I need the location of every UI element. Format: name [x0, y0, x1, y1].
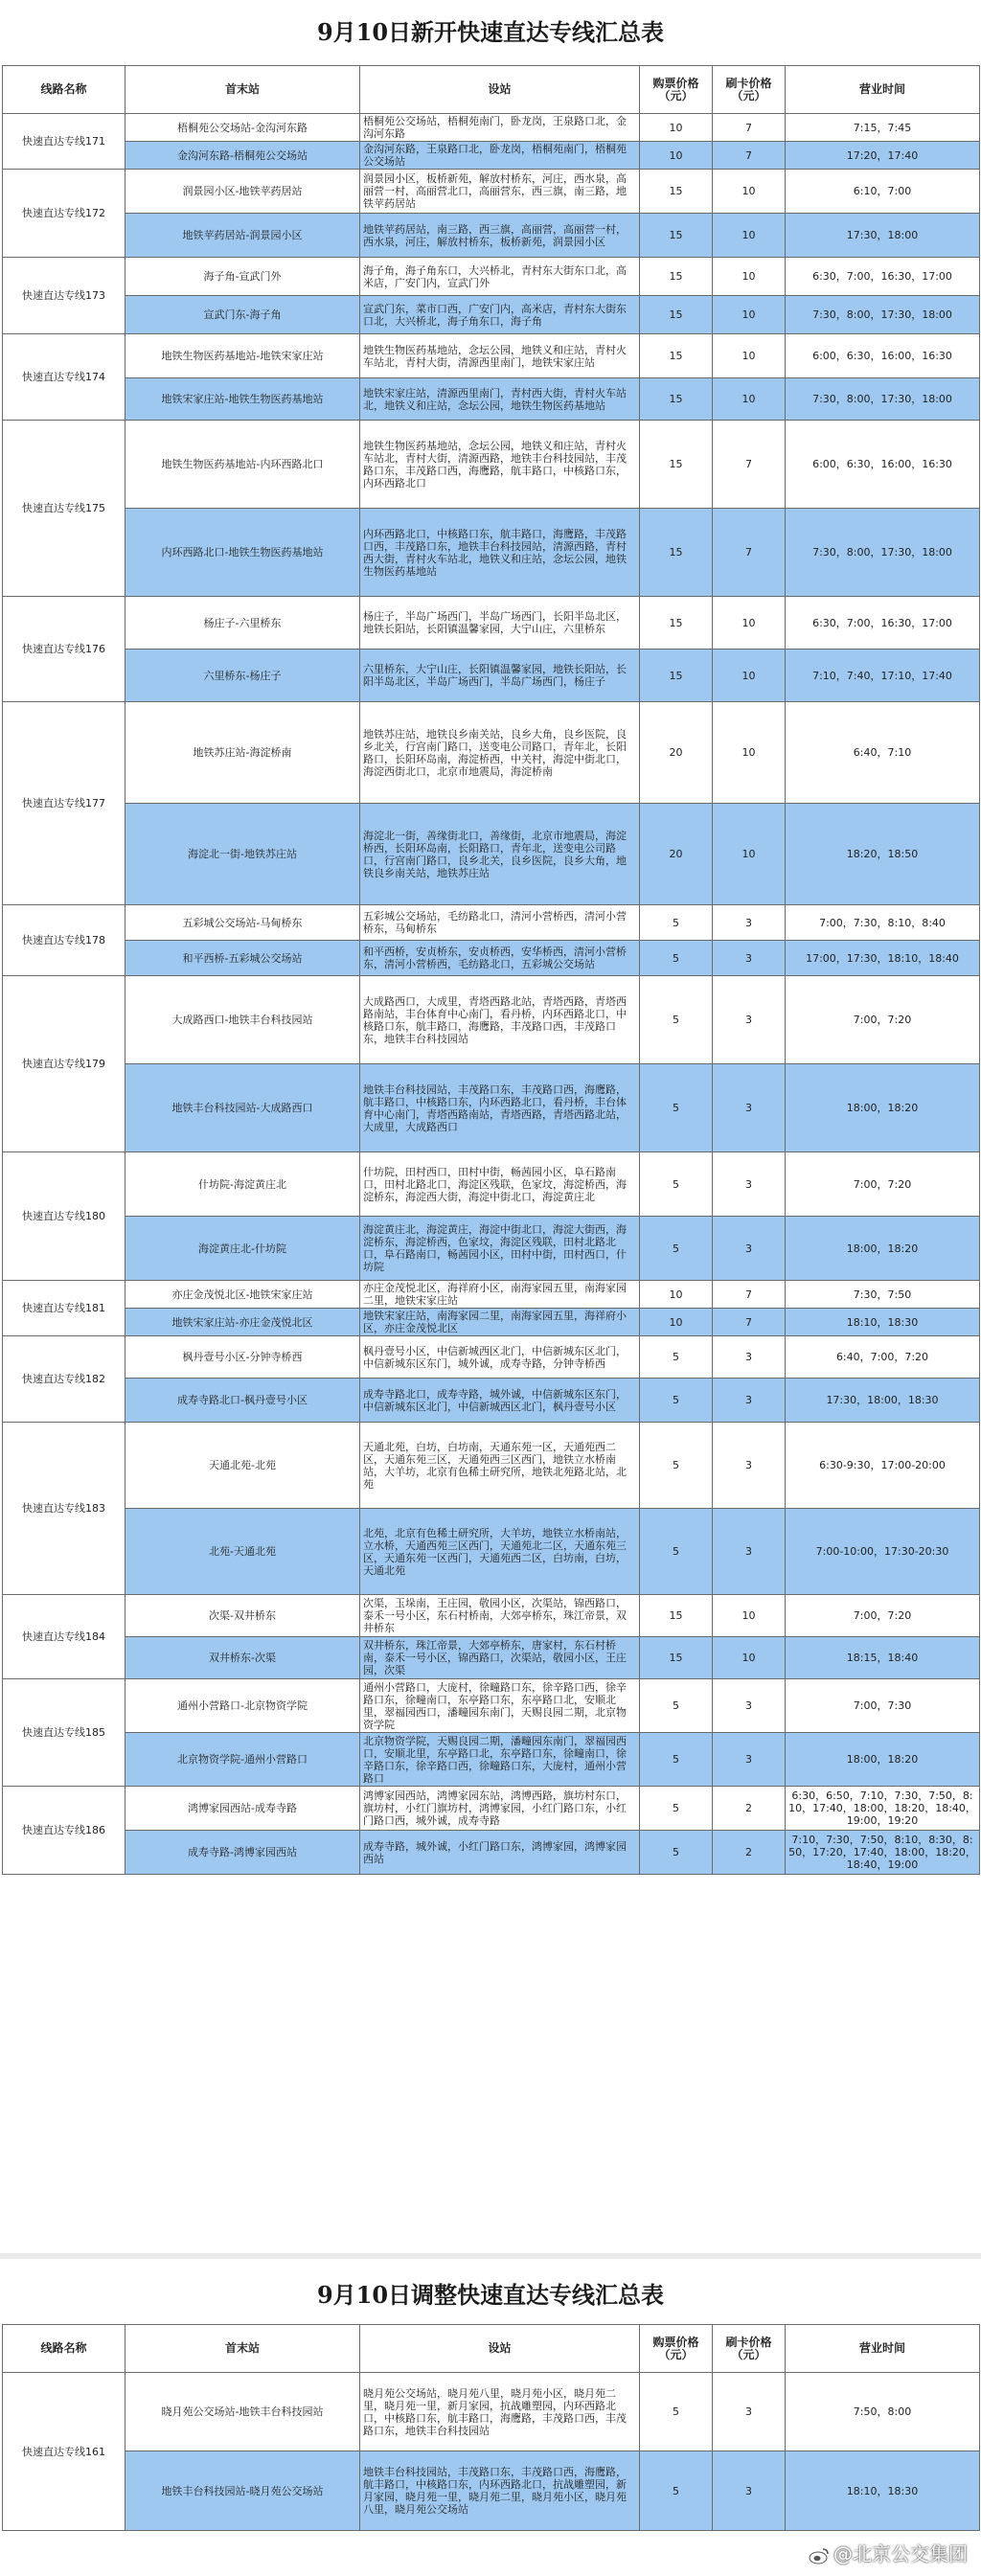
- hours-cell: 7:00，7:20: [786, 1595, 980, 1637]
- card-price-cell: 7: [713, 509, 786, 597]
- card-price-cell: 10: [713, 1595, 786, 1637]
- table-row: [3, 1509, 980, 1595]
- ticket-price-cell: 10: [640, 142, 713, 170]
- hours-cell: 6:40，7:10: [786, 702, 980, 804]
- table-row: [3, 1679, 980, 1733]
- terminals-cell: 和平西桥-五彩城公交场站: [125, 941, 360, 976]
- hours-cell: 7:00，7:20: [786, 1152, 980, 1217]
- stops-cell: 海子角，海子角东口，大兴桥北，青村东大街东口北，高米店，广安门内，宣武门外: [360, 258, 640, 296]
- card-price-cell: 10: [713, 378, 786, 421]
- line-name-cell: 快速直达专线175: [3, 421, 125, 597]
- terminals-cell: 海淀黄庄北-什坊院: [125, 1217, 360, 1281]
- table-row: [3, 1309, 980, 1336]
- stops-cell: 枫丹壹号小区，中信新城西区北门，中信新城东区北门，中信新城东区东门，城外诚，成寿寺路，分钟寺桥西: [360, 1336, 640, 1379]
- header-line: 线路名称: [3, 66, 125, 114]
- line-name-cell: 快速直达专线174: [3, 334, 125, 421]
- card-price-cell: 3: [713, 2373, 786, 2451]
- stops-cell: 晓月苑公交场站，晓月苑八里，晓月苑小区，晓月苑二里，晓月苑一里，新月家园，抗战雕塑园，内环西路北口，中核路口东，航丰路口，海鹰路，丰茂路口西，丰茂路口东，地铁丰台科技园站: [360, 2373, 640, 2451]
- ticket-price-cell: 5: [640, 905, 713, 941]
- ticket-price-cell: 5: [640, 1787, 713, 1831]
- ticket-price-cell: 15: [640, 334, 713, 378]
- card-price-cell: 10: [713, 258, 786, 296]
- hours-cell: 18:10，18:30: [786, 2451, 980, 2531]
- table-row: [3, 1831, 980, 1875]
- hours-cell: 18:10，18:30: [786, 1309, 980, 1336]
- terminals-cell: 梧桐苑公交场站-金沟河东路: [125, 114, 360, 142]
- card-price-cell: 10: [713, 214, 786, 258]
- card-price-cell: 3: [713, 1217, 786, 1281]
- line-name-cell: 快速直达专线183: [3, 1423, 125, 1595]
- line-name-cell: 快速直达专线181: [3, 1281, 125, 1336]
- ticket-price-cell: 5: [640, 1217, 713, 1281]
- terminals-cell: 地铁丰台科技园站-大成路西口: [125, 1064, 360, 1152]
- table-row: [3, 2451, 980, 2531]
- table-row: [3, 941, 980, 976]
- card-price-cell: 3: [713, 1509, 786, 1595]
- table-row: [3, 1787, 980, 1831]
- table-row: [3, 1379, 980, 1423]
- terminals-cell: 北苑-天通北苑: [125, 1509, 360, 1595]
- table-row: [3, 378, 980, 421]
- ticket-price-cell: 15: [640, 296, 713, 334]
- terminals-cell: 什坊院-海淀黄庄北: [125, 1152, 360, 1217]
- stops-cell: 北苑，北京有色稀土研究所，大羊坊，地铁立水桥南站，立水桥，天通西苑三区西门，天通苑北二区，天通东苑三区，天通东苑一区西门，天通苑西二区，白坊南，白坊，天通北苑: [360, 1509, 640, 1595]
- line-name-cell: 快速直达专线178: [3, 905, 125, 976]
- line-name-cell: 快速直达专线179: [3, 976, 125, 1152]
- watermark: [809, 2539, 968, 2566]
- header-card-price: 刷卡价格（元）: [713, 66, 786, 114]
- card-price-cell: 3: [713, 1336, 786, 1379]
- table-row: [3, 421, 980, 509]
- table-row: [3, 509, 980, 597]
- hours-cell: 7:10，7:30，7:50，8:10，8:30，8:50，17:20，17:40，18:00，18:20，18:40，19:00: [786, 1831, 980, 1875]
- title-adjusted-lines: 9月10日调整快速直达专线汇总表: [316, 2281, 665, 2309]
- stops-cell: 地铁丰台科技园站，丰茂路口东，丰茂路口西，海鹰路，航丰路口，中核路口东，内环西路北口，看丹桥，丰台体育中心南门，青塔西路南站，青塔西路，青塔西路北站，大成里，大成路西口: [360, 1064, 640, 1152]
- table-row: [3, 1637, 980, 1679]
- watermark-text: @北京公交集团: [833, 2542, 968, 2565]
- header-stops: 设站: [360, 66, 640, 114]
- ticket-price-cell: 5: [640, 1509, 713, 1595]
- stops-cell: 大成路西口，大成里，青塔西路北站，青塔西路，青塔西路南站，丰台体育中心南门，看丹桥，内环西路北口，中核路口东，航丰路口，海鹰路，丰茂路口西，丰茂路口东，地铁丰台科技园站: [360, 976, 640, 1064]
- hours-cell: 18:20，18:50: [786, 804, 980, 905]
- stops-cell: 梧桐苑公交场站，梧桐苑南门，卧龙岗，王泉路口北，金沟河东路: [360, 114, 640, 142]
- card-price-cell: 3: [713, 1379, 786, 1423]
- card-price-cell: 7: [713, 421, 786, 509]
- terminals-cell: 五彩城公交场站-马甸桥东: [125, 905, 360, 941]
- line-name-cell: 快速直达专线180: [3, 1152, 125, 1281]
- table-row: [3, 804, 980, 905]
- terminals-cell: 亦庄金茂悦北区-地铁宋家庄站: [125, 1281, 360, 1309]
- card-price-cell: 10: [713, 1637, 786, 1679]
- stops-cell: 金沟河东路，王泉路口北，卧龙岗，梧桐苑南门，梧桐苑公交场站: [360, 142, 640, 170]
- terminals-cell: 海子角-宣武门外: [125, 258, 360, 296]
- table-row: [3, 597, 980, 650]
- hours-cell: 18:15，18:40: [786, 1637, 980, 1679]
- ticket-price-cell: 15: [640, 1595, 713, 1637]
- header-stops: 设站: [360, 2325, 640, 2373]
- table-row: [3, 258, 980, 296]
- ticket-price-cell: 10: [640, 114, 713, 142]
- new-lines-table: [2, 65, 980, 1875]
- stops-cell: 宣武门东，菜市口西，广安门内，高米店，青村东大街东口北，大兴桥北，海子角东口，海子角: [360, 296, 640, 334]
- terminals-cell: 地铁生物医药基地站-地铁宋家庄站: [125, 334, 360, 378]
- line-name-cell: 快速直达专线173: [3, 258, 125, 334]
- table-row: [3, 334, 980, 378]
- table-row: [3, 1152, 980, 1217]
- hours-cell: 6:40，7:00，7:20: [786, 1336, 980, 1379]
- hours-cell: 6:30-9:30，17:00-20:00: [786, 1423, 980, 1509]
- terminals-cell: 次渠-双井桥东: [125, 1595, 360, 1637]
- card-price-cell: 3: [713, 1733, 786, 1787]
- title-new-lines: 9月10日新开快速直达专线汇总表: [316, 18, 665, 46]
- ticket-price-cell: 5: [640, 1831, 713, 1875]
- hours-cell: 7:15，7:45: [786, 114, 980, 142]
- stops-cell: 地铁丰台科技园站，丰茂路口东，丰茂路口西，海鹰路，航丰路口，中核路口东，内环西路北口，抗战雕塑园，新月家园，晓月苑一里，晓月苑二里，晓月苑小区，晓月苑八里，晓月苑公交场站: [360, 2451, 640, 2531]
- terminals-cell: 地铁宋家庄站-地铁生物医药基地站: [125, 378, 360, 421]
- ticket-price-cell: 5: [640, 941, 713, 976]
- card-price-cell: 10: [713, 597, 786, 650]
- terminals-cell: 大成路西口-地铁丰台科技园站: [125, 976, 360, 1064]
- stops-cell: 双井桥东，珠江帝景，大郊亭桥东，唐家村，东石村桥南，泰禾一号小区，锦西路口，次渠站，敬园小区，王庄园，次渠: [360, 1637, 640, 1679]
- header-terminals: 首末站: [125, 66, 360, 114]
- ticket-price-cell: 15: [640, 509, 713, 597]
- card-price-cell: 10: [713, 334, 786, 378]
- terminals-cell: 成寿寺路-鸿博家园西站: [125, 1831, 360, 1875]
- stops-cell: 什坊院，田村西口，田村中街，畅茜园小区，阜石路南口，田村北路北口，海淀区残联，色家坟，海淀桥西，海淀桥东，海淀西大街，海淀中街北口，海淀黄庄北: [360, 1152, 640, 1217]
- ticket-price-cell: 10: [640, 1309, 713, 1336]
- table-row: [3, 142, 980, 170]
- card-price-cell: 10: [713, 702, 786, 804]
- table-row: [3, 1217, 980, 1281]
- hours-cell: 7:30，8:00，17:30，18:00: [786, 296, 980, 334]
- hours-cell: 17:00，17:30，18:10，18:40: [786, 941, 980, 976]
- line-name-cell: 快速直达专线185: [3, 1679, 125, 1787]
- ticket-price-cell: 5: [640, 1679, 713, 1733]
- hours-cell: 7:10，7:40，17:10，17:40: [786, 650, 980, 702]
- table-row: [3, 214, 980, 258]
- stops-cell: 海淀北一街，善缘街北口，善缘街，北京市地震局，海淀桥西，长阳环岛南，长阳路口，青年北，送变电公司路口，行宫南门路口，良乡北关，良乡医院，良乡大角，地铁良乡南关站，地铁苏庄站: [360, 804, 640, 905]
- line-name-cell: 快速直达专线171: [3, 114, 125, 170]
- stops-cell: 地铁生物医药基地站，念坛公园，地铁义和庄站，青村火车站北，青村大街，清源西里南门，地铁宋家庄站: [360, 334, 640, 378]
- ticket-price-cell: 15: [640, 258, 713, 296]
- stops-cell: 地铁宋家庄站，清源西里南门，青村西大街，青村火车站北，地铁义和庄站，念坛公园，地铁生物医药基地站: [360, 378, 640, 421]
- table-row: [3, 1281, 980, 1309]
- hours-cell: 18:00，18:20: [786, 1064, 980, 1152]
- terminals-cell: 内环西路北口-地铁生物医药基地站: [125, 509, 360, 597]
- ticket-price-cell: 15: [640, 421, 713, 509]
- card-price-cell: 7: [713, 114, 786, 142]
- terminals-cell: 地铁生物医药基地站-内环西路北口: [125, 421, 360, 509]
- table-row: [3, 905, 980, 941]
- card-price-cell: 2: [713, 1831, 786, 1875]
- stops-cell: 内环西路北口，中核路口东，航丰路口，海鹰路，丰茂路口西，丰茂路口东，地铁丰台科技园站，清源西路，青村西大街，青村火车站北，地铁义和庄站，念坛公园，地铁生物医药基地站: [360, 509, 640, 597]
- line-name-cell: 快速直达专线176: [3, 597, 125, 702]
- card-price-cell: 3: [713, 905, 786, 941]
- stops-cell: 通州小营路口，大庞村，徐疃路口东，徐辛路口西，徐辛路口东，徐疃南口，东亭路口东，东亭路口北，安顺北里，翠福园西口，潘疃园东南门，天赐良园二期，北京物资学院: [360, 1679, 640, 1733]
- hours-cell: 7:00，7:20: [786, 976, 980, 1064]
- ticket-price-cell: 5: [640, 1733, 713, 1787]
- terminals-cell: 地铁苹药居站-润景园小区: [125, 214, 360, 258]
- table-row: [3, 1733, 980, 1787]
- hours-cell: 7:00，7:30，8:10，8:40: [786, 905, 980, 941]
- terminals-cell: 成寿寺路北口-枫丹壹号小区: [125, 1379, 360, 1423]
- stops-cell: 成寿寺路，城外诚，小红门路口东，鸿博家园，鸿博家园西站: [360, 1831, 640, 1875]
- weibo-icon: [809, 2547, 830, 2565]
- hours-cell: 7:50，8:00: [786, 2373, 980, 2451]
- hours-cell: 6:10，7:00: [786, 170, 980, 214]
- line-name-cell: 快速直达专线182: [3, 1336, 125, 1423]
- terminals-cell: 宣武门东-海子角: [125, 296, 360, 334]
- header-line: 线路名称: [3, 2325, 125, 2373]
- card-price-cell: 7: [713, 1281, 786, 1309]
- card-price-cell: 3: [713, 976, 786, 1064]
- card-price-cell: 3: [713, 941, 786, 976]
- table-header-row: [3, 2325, 980, 2373]
- ticket-price-cell: 10: [640, 1281, 713, 1309]
- ticket-price-cell: 15: [640, 214, 713, 258]
- hours-cell: 7:30，8:00，17:30，18:00: [786, 378, 980, 421]
- terminals-cell: 天通北苑-北苑: [125, 1423, 360, 1509]
- ticket-price-cell: 5: [640, 1336, 713, 1379]
- hours-cell: 17:20，17:40: [786, 142, 980, 170]
- table-row: [3, 1595, 980, 1637]
- stops-cell: 亦庄金茂悦北区，海祥府小区，南海家园五里，南海家园二里，地铁宋家庄站: [360, 1281, 640, 1309]
- ticket-price-cell: 5: [640, 1379, 713, 1423]
- stops-cell: 和平西桥，安贞桥东，安贞桥西，安华桥西，清河小营桥东，清河小营桥西，毛纺路北口，五彩城公交场站: [360, 941, 640, 976]
- adjusted-lines-table: [2, 2324, 980, 2531]
- table-row: [3, 170, 980, 214]
- terminals-cell: 海淀北一街-地铁苏庄站: [125, 804, 360, 905]
- card-price-cell: 10: [713, 296, 786, 334]
- hours-cell: 6:30，7:00，16:30，17:00: [786, 258, 980, 296]
- stops-cell: 天通北苑，白坊，白坊南，天通东苑一区，天通苑西二区，天通东苑三区，天通苑西三区西门，地铁立水桥南站，大羊坊，北京有色稀土研究所，地铁北苑路北站，北苑: [360, 1423, 640, 1509]
- line-name-cell: 快速直达专线172: [3, 170, 125, 258]
- card-price-cell: 3: [713, 1423, 786, 1509]
- ticket-price-cell: 5: [640, 1064, 713, 1152]
- terminals-cell: 枫丹壹号小区-分钟寺桥西: [125, 1336, 360, 1379]
- table-row: [3, 702, 980, 804]
- card-price-cell: 3: [713, 1152, 786, 1217]
- ticket-price-cell: 5: [640, 2451, 713, 2531]
- stops-cell: 鸿博家园西站，鸿博家园东站，鸿博西路，旗坊村东口，旗坊村，小红门旗坊村，鸿博家园，小红门路口东，小红门路口西，城外诚，成寿寺路: [360, 1787, 640, 1831]
- stops-cell: 次渠，玉垛南，王庄园，敬园小区，次渠站，锦西路口，泰禾一号小区，东石村桥南，大郊亭桥东，珠江帝景，双井桥东: [360, 1595, 640, 1637]
- hours-cell: 17:30，18:00: [786, 214, 980, 258]
- table-header-row: [3, 66, 980, 114]
- line-name-cell: 快速直达专线184: [3, 1595, 125, 1679]
- terminals-cell: 晓月苑公交场站-地铁丰台科技园站: [125, 2373, 360, 2451]
- hours-cell: 7:30，7:50: [786, 1281, 980, 1309]
- stops-cell: 北京物资学院，天赐良园二期，潘疃园东南门，翠福园西口，安顺北里，东亭路口北，东亭路口东，徐疃南口，徐辛路口东，徐辛路口西，徐疃路口东，大庞村，通州小营路口: [360, 1733, 640, 1787]
- stops-cell: 杨庄子，半岛广场西门，半岛广场西门，长阳半岛北区，地铁长阳站，长阳镇温馨家园，大宁山庄，六里桥东: [360, 597, 640, 650]
- ticket-price-cell: 5: [640, 2373, 713, 2451]
- stops-cell: 六里桥东，大宁山庄，长阳镇温馨家园，地铁长阳站，长阳半岛北区，半岛广场西门，半岛广场西门，杨庄子: [360, 650, 640, 702]
- stops-cell: 地铁生物医药基地站，念坛公园，地铁义和庄站，青村火车站北，青村大街，清源西路，地铁丰台科技园站，丰茂路口东，丰茂路口西，海鹰路，航丰路口，中核路口东，内环西路北口: [360, 421, 640, 509]
- stops-cell: 地铁苏庄站，地铁良乡南关站，良乡大角，良乡医院，良乡北关，行宫南门路口，送变电公司路口，青年北，长阳路口，长阳环岛南，海淀桥西，中关村，海淀中街北口，海淀西街北口，北京市地震局，海淀桥南: [360, 702, 640, 804]
- ticket-price-cell: 20: [640, 804, 713, 905]
- header-hours: 营业时间: [786, 2325, 980, 2373]
- card-price-cell: 10: [713, 804, 786, 905]
- terminals-cell: 北京物资学院-通州小营路口: [125, 1733, 360, 1787]
- ticket-price-cell: 5: [640, 1152, 713, 1217]
- line-name-cell: 快速直达专线161: [3, 2373, 125, 2531]
- ticket-price-cell: 20: [640, 702, 713, 804]
- terminals-cell: 地铁丰台科技园站-晓月苑公交场站: [125, 2451, 360, 2531]
- stops-cell: 地铁宋家庄站，南海家园二里，南海家园五里，海祥府小区，亦庄金茂悦北区: [360, 1309, 640, 1336]
- terminals-cell: 双井桥东-次渠: [125, 1637, 360, 1679]
- table-row: [3, 650, 980, 702]
- hours-cell: 18:00，18:20: [786, 1217, 980, 1281]
- ticket-price-cell: 15: [640, 597, 713, 650]
- terminals-cell: 地铁苏庄站-海淀桥南: [125, 702, 360, 804]
- ticket-price-cell: 5: [640, 1423, 713, 1509]
- ticket-price-cell: 5: [640, 976, 713, 1064]
- terminals-cell: 通州小营路口-北京物资学院: [125, 1679, 360, 1733]
- hours-cell: 6:00，6:30，16:00，16:30: [786, 421, 980, 509]
- header-terminals: 首末站: [125, 2325, 360, 2373]
- table-row: [3, 976, 980, 1064]
- card-price-cell: 3: [713, 1679, 786, 1733]
- terminals-cell: 杨庄子-六里桥东: [125, 597, 360, 650]
- card-price-cell: 3: [713, 2451, 786, 2531]
- header-ticket-price: 购票价格（元）: [640, 66, 713, 114]
- header-ticket-price: 购票价格（元）: [640, 2325, 713, 2373]
- terminals-cell: 六里桥东-杨庄子: [125, 650, 360, 702]
- terminals-cell: 地铁宋家庄站-亦庄金茂悦北区: [125, 1309, 360, 1336]
- header-card-price: 刷卡价格（元）: [713, 2325, 786, 2373]
- hours-cell: 7:00，7:30: [786, 1679, 980, 1733]
- hours-cell: 6:30，6:50，7:10，7:30，7:50，8:10，17:40，18:00，18:20，18:40，19:00，19:20: [786, 1787, 980, 1831]
- line-name-cell: 快速直达专线177: [3, 702, 125, 905]
- stops-cell: 地铁苹药居站，南三路，西三旗，高丽营，高丽营一村，西水泉，河庄，解放村桥东，板桥新苑，润景园小区: [360, 214, 640, 258]
- hours-cell: 6:00，6:30，16:00，16:30: [786, 334, 980, 378]
- section-divider: [0, 2253, 981, 2259]
- ticket-price-cell: 15: [640, 378, 713, 421]
- card-price-cell: 3: [713, 1064, 786, 1152]
- hours-cell: 7:30，8:00，17:30，18:00: [786, 509, 980, 597]
- card-price-cell: 2: [713, 1787, 786, 1831]
- hours-cell: 17:30，18:00，18:30: [786, 1379, 980, 1423]
- stops-cell: 润景园小区，板桥新苑，解放村桥东，河庄，西水泉，高丽营一村，高丽营北口，高丽营东，西三旗，南三路，地铁苹药居站: [360, 170, 640, 214]
- card-price-cell: 10: [713, 650, 786, 702]
- terminals-cell: 润景园小区-地铁苹药居站: [125, 170, 360, 214]
- terminals-cell: 鸿博家园西站-成寿寺路: [125, 1787, 360, 1831]
- card-price-cell: 10: [713, 170, 786, 214]
- header-hours: 营业时间: [786, 66, 980, 114]
- hours-cell: 18:00，18:20: [786, 1733, 980, 1787]
- table-row: [3, 1423, 980, 1509]
- stops-cell: 成寿寺路北口，成寿寺路，城外诚，中信新城东区东门，中信新城东区北门，中信新城西区北门，枫丹壹号小区: [360, 1379, 640, 1423]
- table-row: [3, 1064, 980, 1152]
- line-name-cell: 快速直达专线186: [3, 1787, 125, 1875]
- table-row: [3, 114, 980, 142]
- stops-cell: 海淀黄庄北，海淀黄庄，海淀中街北口，海淀大街西，海淀桥东，海淀桥西，色家坟，海淀区残联，田村北路北口，阜石路南口，畅茜园小区，田村中街，田村西口，什坊院: [360, 1217, 640, 1281]
- table-row: [3, 1336, 980, 1379]
- card-price-cell: 7: [713, 142, 786, 170]
- table-row: [3, 296, 980, 334]
- hours-cell: 7:00-10:00，17:30-20:30: [786, 1509, 980, 1595]
- ticket-price-cell: 15: [640, 650, 713, 702]
- table-row: [3, 2373, 980, 2451]
- terminals-cell: 金沟河东路-梧桐苑公交场站: [125, 142, 360, 170]
- ticket-price-cell: 15: [640, 1637, 713, 1679]
- hours-cell: 6:30，7:00，16:30，17:00: [786, 597, 980, 650]
- ticket-price-cell: 15: [640, 170, 713, 214]
- card-price-cell: 7: [713, 1309, 786, 1336]
- stops-cell: 五彩城公交场站，毛纺路北口，清河小营桥西，清河小营桥东，马甸桥东: [360, 905, 640, 941]
